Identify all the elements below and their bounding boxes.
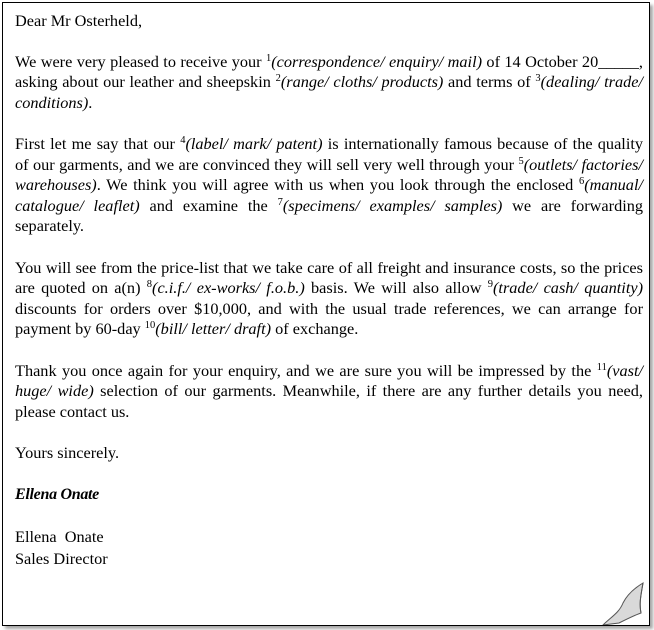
gap-number-2: 2	[275, 73, 281, 84]
text: of 14 October 20_____, asking about our leather and sheepskin	[15, 51, 643, 91]
gap-number-10: 10	[144, 320, 156, 331]
gap-options-3: (dealing/ trade/ conditions)	[15, 72, 644, 112]
text: of exchange.	[271, 319, 359, 338]
text: We were very pleased to receive your	[15, 51, 267, 71]
gap-options-11: (vast/ huge/ wide)	[15, 360, 643, 400]
gap-number-1: 1	[266, 52, 272, 64]
paragraph-2	[15, 134, 643, 237]
paragraph-3	[15, 258, 643, 340]
gap-number-11: 11	[596, 361, 607, 373]
sender-title: Sales Director	[15, 549, 108, 568]
gap-options-6: (manual/ catalogue/ leaflet)	[15, 175, 643, 215]
text: . We think you will agree with us when you look through the enclosed	[96, 175, 579, 194]
handwritten-signature: Ellena Onate	[15, 485, 99, 503]
gap-options-8: (c.i.f./ ex-works/ f.o.b.)	[152, 278, 305, 297]
salutation: Dear Mr Osterheld,	[15, 11, 143, 30]
text: basis. We will also allow	[304, 278, 488, 297]
text: we are forwarding separately.	[15, 195, 644, 235]
closing: Yours sincerely.	[15, 443, 120, 462]
text: You will see from the price-list that we take care of all freight and insurance costs, so the prices are quoted on a(n)	[15, 257, 643, 297]
text: is internationally famous because of the quality of our garments, and we are convinced they will sell very well through your	[15, 134, 644, 174]
page-curl-icon	[589, 573, 649, 625]
gap-number-9: 9	[487, 279, 493, 290]
gap-options-10: (bill/ letter/ draft)	[155, 319, 272, 338]
text: and terms of	[443, 72, 536, 91]
paragraph-1	[15, 52, 643, 114]
text: discounts for orders over $10,000, and with the usual trade references, we can arrange for payment by 60-day	[15, 298, 643, 338]
gap-options-9: (trade/ cash/ quantity)	[493, 278, 644, 297]
gap-options-5: (outlets/ factories/ warehouses)	[15, 154, 643, 194]
gap-options-4: (label/ mark/ patent)	[185, 134, 323, 153]
gap-number-6: 6	[578, 176, 585, 187]
letter-page	[2, 2, 650, 626]
sender-block	[15, 526, 643, 570]
gap-options-7: (specimens/ examples/ samples)	[282, 195, 503, 215]
gap-options-1: (correspondence/ enquiry/ mail)	[271, 51, 483, 71]
sender-name: Ellena Onate	[15, 527, 104, 546]
letter-body	[15, 11, 643, 570]
gap-number-7: 7	[277, 196, 283, 208]
text: .	[88, 92, 93, 112]
paragraph-4	[15, 361, 643, 423]
text: selection of our garments. Meanwhile, if there are any further details you need, please contact us.	[15, 381, 643, 421]
text: and examine the	[139, 195, 278, 215]
text: First let me say that our	[15, 134, 181, 153]
gap-number-4: 4	[180, 135, 186, 146]
gap-options-2: (range/ cloths/ products)	[280, 72, 444, 91]
gap-number-8: 8	[146, 279, 153, 290]
gap-number-3: 3	[535, 73, 541, 84]
text: Thank you once again for your enquiry, and we are sure you will be impressed by the	[15, 360, 597, 380]
gap-number-5: 5	[518, 155, 524, 167]
